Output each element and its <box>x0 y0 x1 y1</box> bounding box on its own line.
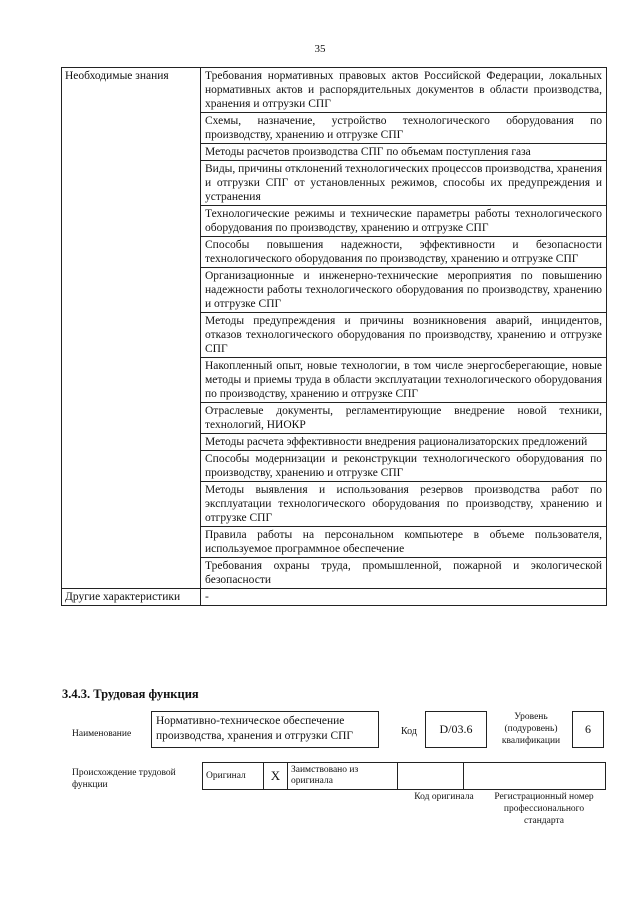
knowledge-item: Отраслевые документы, регламентирующие внедрение новой техники, технологий, НИОКР <box>201 403 607 434</box>
knowledge-row <box>62 68 607 113</box>
origin-original-label: Оригинал <box>203 763 264 790</box>
qualification-level-label: Уровень (подуровень) квалификации <box>501 712 561 746</box>
knowledge-item: Требования охраны труда, промышленной, пожарной и экологической безопасности <box>201 558 607 589</box>
knowledge-item: Методы выявления и использования резервов производства работ по эксплуатации технологического оборудования по производству, хранению и отгрузке СПГ <box>201 482 607 527</box>
page-number: 35 <box>314 43 326 55</box>
origin-original-mark: X <box>264 763 288 790</box>
other-characteristics-label: Другие характеристики <box>62 589 201 606</box>
origin-code-cell <box>398 763 464 790</box>
function-code-box: D/03.6 <box>425 711 487 748</box>
section-heading: 3.4.3. Трудовая функция <box>62 687 199 701</box>
origin-reg-caption: Регистрационный номер профессионального стандарта <box>494 792 594 826</box>
knowledge-item: Организационные и инженерно-технические мероприятия по повышению надежности работы технологического оборудования по производству, хранению и отгрузке СПГ <box>201 268 607 313</box>
knowledge-item: Схемы, назначение, устройство технологического оборудования по производству, хранению и отгрузке СПГ <box>201 113 607 144</box>
origin-reg-number-cell <box>464 763 606 790</box>
knowledge-item: Правила работы на персональном компьютере в объеме пользователя, используемое программное обеспечение <box>201 527 607 558</box>
knowledge-item: Накопленный опыт, новые технологии, в том числе энергосберегающие, новые методы и приемы труда в области эксплуатации технологического оборудования по производству, хранению и отгрузке СПГ <box>201 358 607 403</box>
origin-table <box>202 762 606 790</box>
code-label: Код <box>401 726 417 737</box>
knowledge-item: Виды, причины отклонений технологических процессов производства, хранения и отгрузки СПГ от установленных режимов, способы их предупреждения и устранения <box>201 161 607 206</box>
knowledge-item: Способы повышения надежности, эффективности и безопасности технологического оборудования по производству, хранению и отгрузке СПГ <box>201 237 607 268</box>
other-characteristics-value: - <box>201 589 607 606</box>
knowledge-row-label: Необходимые знания <box>62 68 201 589</box>
origin-borrowed-label: Заимствовано из оригинала <box>288 763 398 790</box>
origin-label: Происхождение трудовой функции <box>72 768 176 790</box>
knowledge-item: Способы модернизации и реконструкции технологического оборудования по производству, хранению и отгрузке СПГ <box>201 451 607 482</box>
name-label: Наименование <box>72 729 132 739</box>
knowledge-item: Методы предупреждения и причины возникновения аварий, инцидентов, отказов технологического оборудования по производству, хранению и отгрузке СПГ <box>201 313 607 358</box>
knowledge-item: Технологические режимы и технические параметры работы технологического оборудования по производству, хранению и отгрузке СПГ <box>201 206 607 237</box>
function-name-box: Нормативно-техническое обеспечение производства, хранения и отгрузки СПГ <box>151 711 379 748</box>
knowledge-table <box>61 67 607 606</box>
origin-code-caption: Код оригинала <box>414 792 474 802</box>
knowledge-item: Методы расчетов производства СПГ по объемам поступления газа <box>201 144 607 161</box>
knowledge-item: Методы расчета эффективности внедрения рационализаторских предложений <box>201 434 607 451</box>
qualification-level-box: 6 <box>572 711 604 748</box>
knowledge-item: Требования нормативных правовых актов Российской Федерации, локальных нормативных актов и распорядительных документов в области производства, хранения и отгрузки СПГ <box>201 68 607 113</box>
other-characteristics-row <box>62 589 607 606</box>
